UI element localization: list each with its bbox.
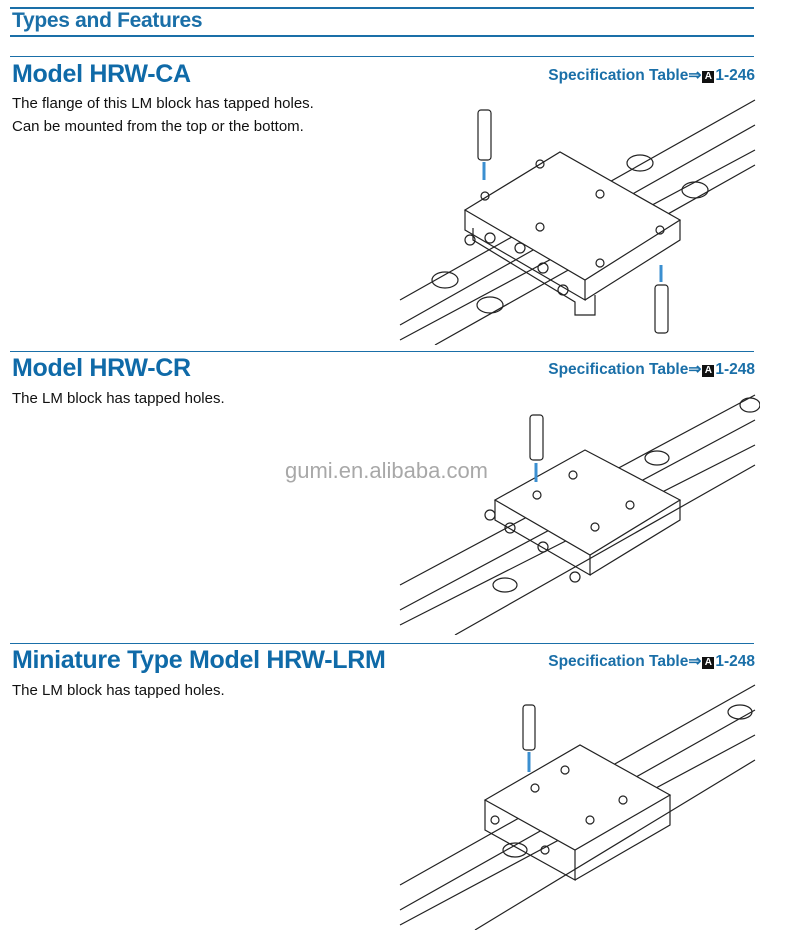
spec-label: Specification Table⇒ [548, 67, 702, 84]
watermark: gumi.en.alibaba.com [285, 458, 489, 483]
header-rule-bottom [10, 35, 754, 37]
section-title: Model HRW-CR [12, 354, 191, 382]
section-rule [10, 643, 754, 644]
description-line: The flange of this LM block has tapped holes. [12, 95, 314, 112]
spec-badge: A [702, 657, 714, 669]
spec-page: 1-248 [715, 361, 755, 378]
description-line: The LM block has tapped holes. [12, 682, 225, 699]
page-heading: Types and Features [12, 9, 203, 32]
spec-table-link[interactable] [548, 652, 755, 671]
spec-page: 1-246 [715, 67, 755, 84]
spec-label: Specification Table⇒ [548, 361, 702, 378]
spec-table-link[interactable] [548, 66, 755, 85]
description-line: Can be mounted from the top or the bottom. [12, 118, 304, 135]
section-description [12, 92, 314, 138]
spec-label: Specification Table⇒ [548, 653, 702, 670]
section-rule [10, 56, 754, 57]
lm-guide-illustration-ca [395, 90, 760, 345]
lm-guide-illustration-cr [395, 385, 760, 635]
section-title: Miniature Type Model HRW-LRM [12, 646, 386, 674]
section-rule [10, 351, 754, 352]
description-line: The LM block has tapped holes. [12, 390, 225, 407]
spec-badge: A [702, 365, 714, 377]
lm-guide-illustration-lrm [395, 680, 760, 930]
spec-table-link[interactable] [548, 360, 755, 379]
section-description [12, 679, 225, 702]
spec-page: 1-248 [715, 653, 755, 670]
section-description [12, 387, 225, 410]
section-title: Model HRW-CA [12, 60, 191, 88]
spec-badge: A [702, 71, 714, 83]
